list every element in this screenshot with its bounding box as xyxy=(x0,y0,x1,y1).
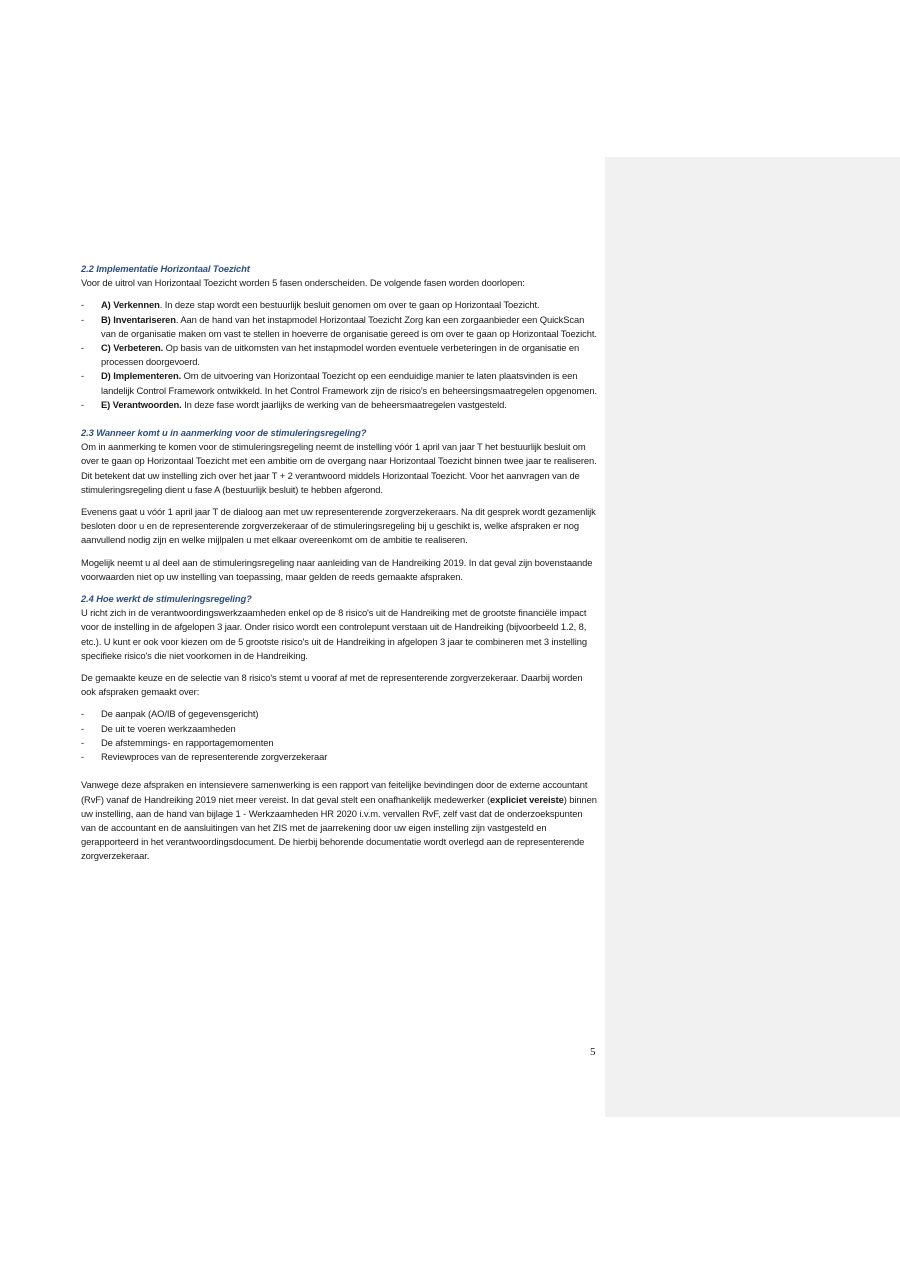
section-2-4-paragraph: De gemaakte keuze en de selectie van 8 risico's stemt u vooraf af met de representerende zorgverzekeraar. Daarbij worden ook afspraken gemaakt over: xyxy=(81,672,583,698)
section-heading-2-3: 2.3 Wanneer komt u in aanmerking voor de stimuleringsregeling? xyxy=(81,427,367,439)
section-2-4-paragraph: Vanwege deze afspraken en intensievere samenwerking is een rapport van feitelijke bevindingen door de externe accountant (RvF) vanaf de Handreiking 2019 niet meer vereist. In dat geval stelt een onafhankelijk medewerker (expliciet vereiste) binnen uw instelling, aan de hand van bijlage 1 - Werkzaamheden HR 2020 i.v.m. vervallen RvF, zelf vast dat de onderzoekspunten van de accountant en de aansluitingen van het ZIS met de jaarrekening door uw eigen instelling zijn vastgesteld en gerapporteerd in het verantwoordingsdocument. De hierbij behorende documentatie wordt overlegd aan de representerende zorgverzekeraar. xyxy=(81,779,597,862)
phase-label: D) Implementeren. xyxy=(101,370,182,382)
phase-label: A) Verkennen xyxy=(101,299,160,311)
list-item: - Reviewproces van de representerende zorgverzekeraar xyxy=(81,750,599,764)
phase-list xyxy=(81,298,599,412)
section-2-3-paragraph: Evenens gaat u vóór 1 april jaar T de dialoog aan met uw representerende zorgverzekeraars. Na dit gesprek wordt gezamenlijk besloten door u en de representerende zorgverzekeraar of de stimuleringsregeling bij u geschikt is, welke afspraken er nog aanvullend nodig zijn en welke mijlpalen u met elkaar overeenkomt om de ambitie te realiseren. xyxy=(81,506,596,546)
section-2-3-paragraph: Mogelijk neemt u al deel aan de stimuleringsregeling naar aanleiding van de Handreiking 2019. In dat geval zijn bovenstaande voorwaarden niet op uw instelling van toepassing, maar gelden de reeds gemaakte afspraken. xyxy=(81,556,593,582)
phase-text: Om de uitvoering van Horizontaal Toezicht op een eenduidige manier te laten plaatsvinden is een landelijk Control Framework ontwikkeld. In het Control Framework zijn de risico's en beheersingsmaatregelen opgenomen. xyxy=(101,370,597,396)
phase-text: In deze fase wordt jaarlijks de werking van de beheersmaatregelen vastgesteld. xyxy=(181,398,507,410)
phase-label: C) Verbeteren. xyxy=(101,342,164,354)
phase-text: . Aan de hand van het instapmodel Horizontaal Toezicht Zorg kan een zorgaanbieder een QuickScan van de organisatie maken om vast te stellen in hoeverre de organisatie gereed is om over te gaan op Horizontaal Toezicht. xyxy=(101,313,597,339)
section-heading-2-4: 2.4 Hoe werkt de stimuleringsregeling? xyxy=(81,593,252,605)
phase-item-b xyxy=(81,313,599,341)
phase-text: . In deze stap wordt een bestuurlijk besluit genomen om over te gaan op Horizontaal Toezicht. xyxy=(159,299,540,311)
section-heading-2-2: 2.2 Implementatie Horizontaal Toezicht xyxy=(81,263,250,274)
section-2-4-paragraph: U richt zich in de verantwoordingswerkzaamheden enkel op de 8 risico's uit de Handreiking met de grootste financiële impact voor de instelling in de afgelopen 3 jaar. Onder risico wordt een controlepunt verstaan uit de Handreiking (bijvoorbeeld 1.2, 8, etc.). U kunt er ook voor kiezen om de 5 grootste risico's uit de Handreiking in afgelopen 3 jaar te combineren met 3 instelling specifieke risico's die niet voorkomen in de Handreiking. xyxy=(81,607,587,661)
phase-label: B) Inventariseren xyxy=(101,313,176,325)
comment-margin-pane xyxy=(605,157,900,1117)
agreement-list xyxy=(81,707,599,764)
list-item: - De aanpak (AO/IB of gegevensgericht) xyxy=(81,707,599,721)
list-item: - De afstemmings- en rapportagemomenten xyxy=(81,736,599,750)
section-2-2-intro: Voor de uitrol van Horizontaal Toezicht worden 5 fasen onderscheiden. De volgende fasen worden doorlopen: xyxy=(81,277,525,289)
phase-text: Op basis van de uitkomsten van het instapmodel worden eventuele verbeteringen in de organisatie en processen doorgevoerd. xyxy=(101,342,580,368)
phase-item-e xyxy=(81,398,599,412)
emphasis-text: expliciet vereiste xyxy=(489,793,564,805)
phase-item-d xyxy=(81,369,599,397)
list-item: - De uit te voeren werkzaamheden xyxy=(81,722,599,736)
section-2-3-paragraph: Om in aanmerking te komen voor de stimuleringsregeling neemt de instelling vóór 1 april van jaar T het bestuurlijk besluit om over te gaan op Horizontaal Toezicht met een ambitie om de overgang naar Horizontaal Toezicht binnen twee jaar te realiseren. Dit betekent dat uw instelling zich over het jaar T + 2 verantwoord middels Horizontaal Toezicht. Voor het aanvragen van de stimuleringsregeling dient u fase A (bestuurlijk besluit) te hebben afgerond. xyxy=(81,441,597,495)
phase-label: E) Verantwoorden. xyxy=(101,398,182,410)
phase-item-a xyxy=(81,298,599,312)
page-number: 5 xyxy=(590,1046,596,1058)
phase-item-c xyxy=(81,341,599,369)
document-body xyxy=(81,262,599,864)
